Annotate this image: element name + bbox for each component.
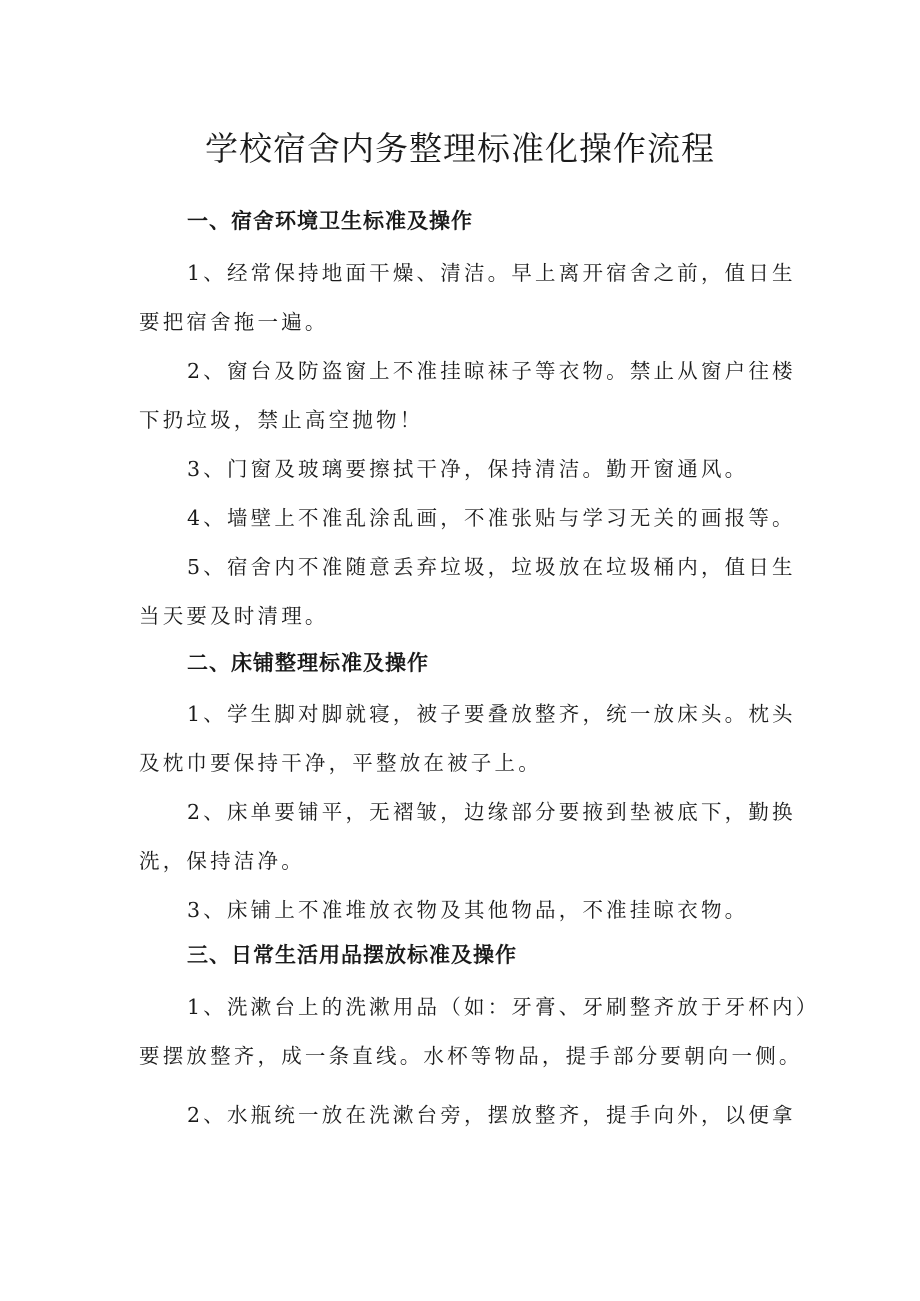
paragraph-line: 洗，保持洁净。: [139, 849, 305, 873]
paragraph-line: 下扔垃圾，禁止高空抛物！: [139, 408, 424, 432]
paragraph-line: 2、床单要铺平，无褶皱，边缘部分要掖到垫被底下，勤换: [187, 800, 796, 824]
document-title: 学校宿舍内务整理标准化操作流程: [205, 129, 715, 168]
paragraph-line: 1、学生脚对脚就寝，被子要叠放整齐，统一放床头。枕头: [187, 702, 796, 726]
paragraph-line: 要把宿舍拖一遍。: [139, 310, 329, 334]
paragraph-line: 1、经常保持地面干燥、清洁。早上离开宿舍之前，值日生: [187, 261, 796, 285]
paragraph-line: 当天要及时清理。: [139, 604, 329, 628]
section-heading-3: 三、日常生活用品摆放标准及操作: [187, 943, 517, 967]
paragraph-line: 要摆放整齐，成一条直线。水杯等物品，提手部分要朝向一侧。: [139, 1044, 803, 1068]
paragraph-line: 3、床铺上不准堆放衣物及其他物品，不准挂晾衣物。: [187, 898, 749, 922]
paragraph-line: 2、窗台及防盗窗上不准挂晾袜子等衣物。禁止从窗户往楼: [187, 359, 796, 383]
paragraph-line: 4、墙壁上不准乱涂乱画，不准张贴与学习无关的画报等。: [187, 506, 796, 530]
section-heading-2: 二、床铺整理标准及操作: [187, 651, 429, 675]
paragraph-line: 5、宿舍内不准随意丢弃垃圾，垃圾放在垃圾桶内，值日生: [187, 555, 796, 579]
paragraph-line: 1、洗漱台上的洗漱用品（如：牙膏、牙刷整齐放于牙杯内）: [187, 995, 820, 1019]
paragraph-line: 2、水瓶统一放在洗漱台旁，摆放整齐，提手向外，以便拿: [187, 1103, 796, 1127]
section-heading-1: 一、宿舍环境卫生标准及操作: [187, 209, 473, 233]
paragraph-line: 3、门窗及玻璃要擦拭干净，保持清洁。勤开窗通风。: [187, 457, 749, 481]
paragraph-line: 及枕巾要保持干净，平整放在被子上。: [139, 751, 542, 775]
